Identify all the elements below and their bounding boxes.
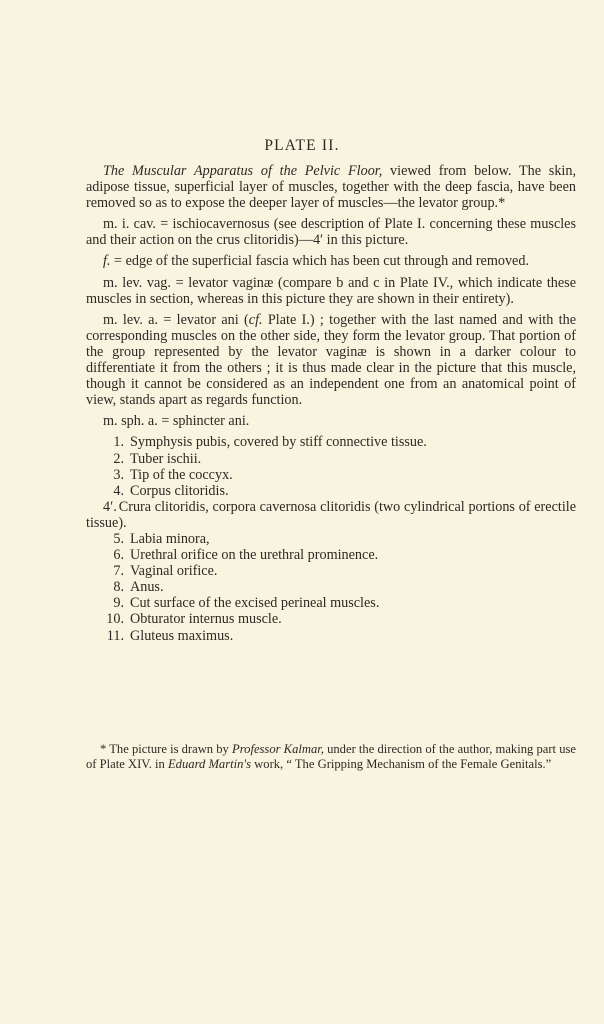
list-item — [86, 611, 576, 627]
list-item — [86, 579, 576, 595]
footnote — [86, 742, 576, 773]
list-item — [86, 547, 576, 563]
item-number: 2. — [113, 450, 124, 467]
list-item — [86, 434, 576, 450]
list-item — [86, 483, 576, 499]
intro-paragraph — [86, 163, 576, 211]
page-title: PLATE II. — [264, 137, 340, 154]
item-number: 1. — [113, 434, 124, 451]
item-number: 9. — [113, 595, 124, 612]
footnote-mid: under the direction of the author, making part use of Plate XIV. in — [86, 742, 576, 772]
item-text: Vaginal orifice. — [130, 563, 218, 580]
levator-ani-cf: cf. — [248, 311, 263, 328]
sphincter-paragraph: m. sph. a. = sphincter ani. — [103, 413, 250, 430]
icav-paragraph: m. i. cav. = ischiocavernosus (see description of Plate I. concerning these muscles and their action on the crus clitoridis)—4′ in this picture. — [86, 216, 576, 249]
item-number: 11. — [106, 627, 124, 644]
list-item — [86, 595, 576, 611]
item-text: Crura clitoridis, corpora cavernosa clitoridis (two cylindrical portions of erectile tissue). — [86, 498, 576, 531]
fascia-text: = edge of the superficial fascia which has been cut through and removed. — [110, 253, 529, 270]
item-number: 10. — [106, 611, 124, 628]
fascia-label: f. — [103, 253, 111, 270]
item-number: 5. — [113, 530, 124, 547]
item-number: 8. — [113, 579, 124, 596]
item-text: Anus. — [130, 579, 164, 596]
item-text: Tip of the coccyx. — [130, 466, 233, 483]
item-text: Obturator internus muscle. — [130, 611, 282, 628]
item-number: 4. — [113, 482, 124, 499]
footnote-post: work, “ The Gripping Mechanism of the Female Genitals.” — [251, 757, 552, 772]
levator-ani-paragraph — [86, 312, 576, 409]
list-item — [86, 531, 576, 547]
intro-text: viewed from below. The skin, adipose tissue, superficial layer of muscles, together with the deep fascia, have been removed so as to expose the deeper layer of muscles—the levator group.* — [86, 163, 577, 212]
item-text: Gluteus maximus. — [130, 627, 234, 644]
list-item — [86, 628, 576, 644]
levator-vaginae-paragraph: m. lev. vag. = levator vaginæ (compare b and c in Plate IV., which indicate these muscles in section, whereas in this picture they are shown in their entirety). — [86, 274, 576, 307]
intro-italic-title: The Muscular Apparatus of the Pelvic Floor, — [103, 163, 383, 179]
item-number: 4′. — [103, 498, 117, 515]
list-item — [86, 499, 576, 531]
item-number: 6. — [113, 547, 124, 564]
item-text: Symphysis pubis, covered by stiff connective tissue. — [130, 434, 427, 451]
footnote-author: Eduard Martin's — [167, 757, 252, 772]
item-text: Urethral orifice on the urethral prominence. — [130, 547, 379, 564]
item-text: Labia minora, — [130, 530, 210, 547]
levator-ani-post: Plate I.) ; together with the last named and with the corresponding muscles on the other side, they form the levator group. That portion of the group represented by the levator vaginæ is shown in a darker colour to differentiate it from the others ; it is thus made clear in the picture that this muscle, though it cannot be considered as an independent one from an anatomical point of view, stands apart as regards function. — [86, 311, 576, 409]
item-text: Tuber ischii. — [130, 450, 202, 467]
numbered-legend — [86, 434, 576, 643]
list-item — [86, 467, 576, 483]
list-item — [86, 563, 576, 579]
item-text: Cut surface of the excised perineal muscles. — [130, 595, 380, 612]
list-item — [86, 451, 576, 467]
item-number: 3. — [113, 466, 124, 483]
levator-ani-pre: m. lev. a. = levator ani ( — [103, 311, 249, 328]
item-text: Corpus clitoridis. — [130, 482, 229, 499]
plate-description — [86, 163, 576, 644]
item-number: 7. — [113, 563, 124, 580]
footnote-pre: * The picture is drawn by — [100, 742, 233, 756]
fascia-paragraph — [86, 253, 576, 269]
footnote-artist: Professor Kalmar, — [232, 742, 324, 756]
